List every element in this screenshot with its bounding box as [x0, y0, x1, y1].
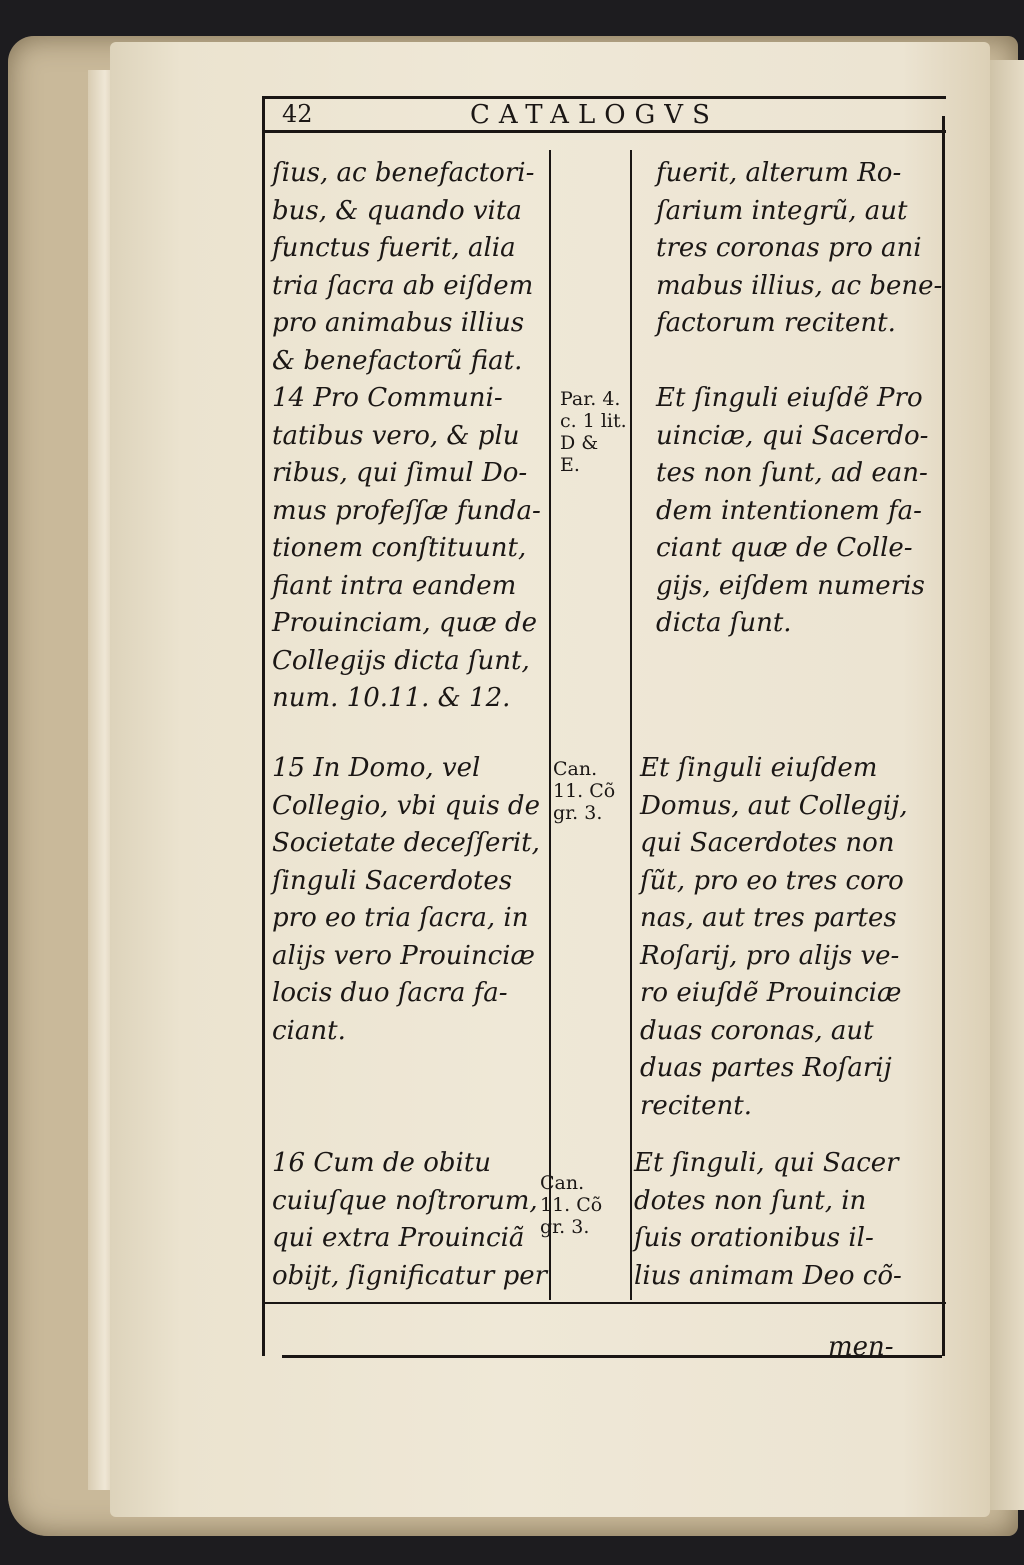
text-line: bus, & quando vita — [272, 195, 522, 226]
text-line: dotes non ſunt, in — [634, 1185, 867, 1216]
text-line: ciant quæ de Colle- — [656, 533, 913, 563]
text-line: ribus, qui ſimul Do- — [272, 458, 528, 488]
text-line: dem intentionem fa- — [656, 495, 922, 526]
text-line: duas coronas, aut — [640, 1015, 874, 1046]
text-line: tes non ſunt, ad ean- — [656, 458, 928, 488]
text-line: qui Sacerdotes non — [640, 828, 895, 858]
text-line: ciant. — [272, 1015, 346, 1046]
text-line: functus fuerit, alia — [272, 233, 516, 263]
text-line: pro eo tria ſacra, in — [272, 903, 529, 933]
section-15-margin-note — [553, 758, 615, 824]
footer-rule — [262, 1302, 946, 1304]
section-14-left-column — [272, 380, 541, 718]
text-line: factorum recitent. — [656, 308, 896, 338]
margin-line: 11. Cõ — [540, 1194, 603, 1216]
margin-line: 11. Cõ — [553, 780, 616, 802]
text-line: pro animabus illius — [272, 308, 525, 338]
text-line: dicta ſunt. — [656, 608, 792, 638]
margin-line: Can. — [540, 1172, 585, 1194]
text-line: Prouinciam, quæ de — [272, 608, 538, 638]
catchword: men- — [828, 1332, 894, 1362]
text-line: Roſarij, pro alijs ve- — [640, 940, 900, 971]
text-line: ſũt, pro eo tres coro — [640, 865, 904, 896]
section-15-right-column — [640, 750, 908, 1125]
text-line: gijs, eiſdem numeris — [656, 570, 925, 601]
text-line: qui extra Prouinciã — [272, 1223, 525, 1253]
text-line: alijs vero Prouinciæ — [272, 940, 535, 971]
text-line: Societate deceſſerit, — [272, 828, 540, 858]
margin-line: Par. 4. — [560, 388, 621, 410]
text-line: nas, aut tres partes — [640, 903, 897, 933]
section-0-left-column — [272, 155, 534, 380]
left-border — [262, 96, 265, 1356]
margin-line: gr. 3. — [553, 802, 603, 824]
next-page-edge — [990, 60, 1024, 1510]
section-16-right-column — [634, 1145, 902, 1295]
margin-line: Can. — [553, 758, 598, 780]
section-0-right-column — [656, 155, 942, 343]
text-line: Collegio, vbi quis de — [272, 790, 540, 821]
section-15-left-column — [272, 750, 540, 1050]
text-line: Et ſinguli eiuſdẽ Pro — [656, 383, 923, 413]
margin-line: D & — [560, 432, 599, 454]
text-line: lius animam Deo cõ- — [634, 1260, 902, 1291]
text-line: Collegijs dicta ſunt, — [272, 645, 530, 676]
text-line: locis duo ſacra fa- — [272, 978, 508, 1008]
text-line: mus profeſſæ funda- — [272, 495, 541, 526]
text-line: 16 Cum de obitu — [272, 1148, 492, 1178]
text-line: ſinguli Sacerdotes — [272, 865, 513, 896]
section-16-margin-note — [540, 1172, 602, 1238]
text-line: tionem conſtituunt, — [272, 533, 527, 563]
text-line: duas partes Roſarij — [640, 1053, 892, 1083]
page-number: 42 — [282, 100, 313, 128]
text-line: uinciæ, qui Sacerdo- — [656, 420, 929, 451]
text-line: tres coronas pro ani — [656, 233, 922, 263]
text-line: obijt, ſignificatur per — [272, 1260, 548, 1291]
text-line: ſarium integrũ, aut — [656, 195, 908, 226]
text-line: tria ſacra ab eiſdem — [272, 270, 534, 301]
right-border — [942, 116, 945, 1356]
margin-line: gr. 3. — [540, 1216, 590, 1238]
section-14-right-column — [656, 380, 928, 643]
text-line: Et ſinguli, qui Sacer — [634, 1148, 899, 1178]
text-line: tatibus vero, & plu — [272, 420, 520, 451]
running-title: CATALOGVS — [470, 100, 719, 130]
text-line: mabus illius, ac bene- — [656, 270, 943, 301]
section-14-margin-note — [560, 388, 627, 476]
header-rule — [262, 130, 946, 133]
section-16-left-column — [272, 1145, 547, 1295]
margin-line: E. — [560, 454, 580, 476]
text-line: cuiuſque noſtrorum, — [272, 1185, 538, 1216]
top-rule — [262, 96, 946, 99]
text-line: recitent. — [640, 1090, 752, 1121]
text-line: ro eiuſdẽ Prouinciæ — [640, 978, 902, 1008]
text-line: ſuis orationibus il- — [634, 1223, 874, 1253]
text-line: num. 10.11. & 12. — [272, 683, 511, 713]
text-line: Et ſinguli eiuſdem — [640, 753, 878, 783]
text-line: 14 Pro Communi- — [272, 383, 503, 413]
text-line: Domus, aut Collegij, — [640, 790, 908, 821]
text-line: fiant intra eandem — [272, 570, 517, 601]
column-rule-left — [549, 150, 551, 1300]
text-line: ſius, ac benefactori- — [272, 158, 535, 188]
text-line: & benefactorũ fiat. — [272, 345, 523, 376]
margin-line: c. 1 lit. — [560, 410, 627, 432]
text-line: 15 In Domo, vel — [272, 753, 481, 783]
text-line: fuerit, alterum Ro- — [656, 158, 902, 188]
column-rule-right — [630, 150, 632, 1300]
